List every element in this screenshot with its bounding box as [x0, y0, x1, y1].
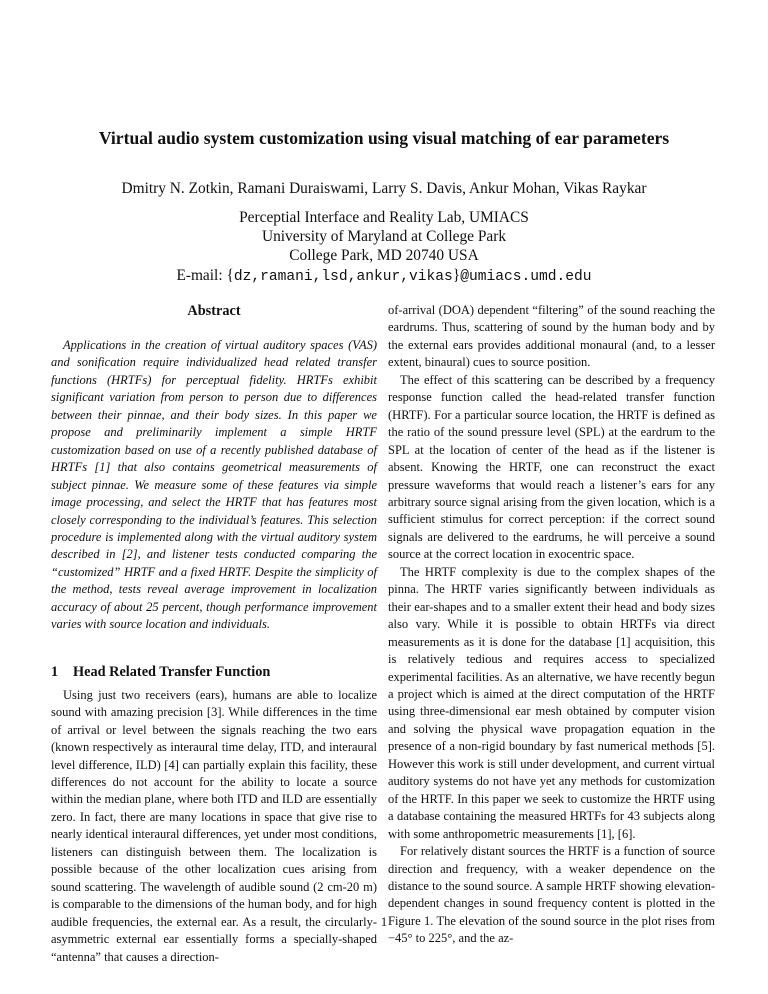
body-paragraph: Using just two receivers (ears), humans are able to localize sound with amazing precision [3]. While differences in the time of arrival or level between the signals reaching the two ears (known respectively as interaural time delay, ITD, and interaural level difference, ILD) [4] can partially explain this facility, these differences do not account for the ability to locate a source within the median plane, where both ITD and ILD are essentially zero. In fact, there are many locations in space that give rise to nearly identical interaural differences, yet under most conditions, listeners can distinguish between them. The localization is possible because of the other localization cues arising from sound scattering. The wavelength of audible sound (2 cm-20 m) is comparable to the dimensions of the human body, and for high audible frequencies, the external ear. As a result, the circularly-asymmetric external ear essentially forms a specially-shaped “antenna” that causes a direction-	[51, 687, 377, 964]
email-prefix: E-mail:	[176, 266, 227, 284]
abstract-heading: Abstract	[187, 303, 241, 319]
affiliation-block	[40, 208, 728, 287]
affiliation-university: University of Maryland at College Park	[261, 228, 507, 246]
email-brace-close: }	[452, 266, 461, 284]
author-list: Dmitry N. Zotkin, Ramani Duraiswami, Larry S. Davis, Ankur Mohan, Vikas Raykar	[121, 180, 647, 197]
left-column	[51, 302, 377, 966]
affiliation-lab: Perceptial Interface and Reality Lab, UMIACS	[239, 209, 529, 226]
affiliation-address: College Park, MD 20740 USA	[289, 247, 479, 265]
page-number: 1	[380, 915, 388, 929]
abstract-text: Applications in the creation of virtual auditory spaces (VAS) and sonification require individualized head related transfer functions (HRTFs) for perceptual fidelity. HRTFs exhibit significant variation from person to person due to differences between their pinnae, and their body sizes. In this paper we propose and preliminarily implement a simple HRTF customization based on use of a recently published database of HRTFs [1] that also contains geometrical measurements of subject pinnae. We measure some of these features via simple image processing, and select the HRTF that has features most closely corresponding to the individual’s features. This selection procedure is implemented along with the virtual auditory system described in [2], and listener tests conducted comparing the “customized” HRTF and a fixed HRTF. Despite the simplicity of the method, tests reveal average improvement in localization accuracy of about 25 percent, though performance improvement varies with source location and individuals.	[51, 338, 377, 632]
paper-title: Virtual audio system customization using visual matching of ear parameters	[98, 128, 670, 148]
section-title: Head Related Transfer Function	[73, 663, 271, 680]
body-paragraph: For relatively distant sources the HRTF is a function of source direction and frequency, with a weaker dependence on the distance to the sound source. A sample HRTF showing elevation-dependent changes in sound frequency content is plotted in the Figure 1. The elevation of the sound source in the plot rises from −45° to 225°, and the az-	[388, 844, 715, 946]
email-brace-open: {	[226, 266, 234, 284]
email-users: dz,ramani,lsd,ankur,vikas	[233, 268, 453, 285]
section-number: 1	[51, 663, 59, 680]
right-column	[388, 302, 715, 948]
email-line	[40, 266, 728, 287]
body-paragraph: The HRTF complexity is due to the complex shapes of the pinna. The HRTF varies significantly between individuals as their ear-shapes and to a smaller extent their head and body sizes also vary. While it is possible to obtain HRTFs via direct measurements as it is done for the database [1] acquisition, this is relatively tedious and requires access to specialized experimental facilities. As an alternative, we have recently begun a project which is aimed at the direct computation of the HRTF using three-dimensional ear mesh obtained by computer vision and solving the physical wave propagation equation in the presence of a non-rigid boundary by fast numerical methods [5]. However this work is still under development, and current virtual auditory systems do not have yet any methods for customization of the HRTF. In this paper we seek to customize the HRTF using a database containing the measured HRTFs for 43 subjects along with some anthropometric measurements [1], [6].	[388, 564, 716, 841]
email-domain: @umiacs.umd.edu	[460, 268, 592, 285]
section-heading	[51, 663, 377, 681]
body-paragraph: The effect of this scattering can be described by a frequency response function called the head-related transfer function (HRTF). For a particular source location, the HRTF is defined as the ratio of the sound pressure level (SPL) at the eardrum to the SPL at the location of center of the head as if the listener is absent. Knowing the HRTF, one can reconstruct the exact pressure waveforms that would reach a listener’s ears for any arbitrary source signal arising from the given location, which is a sufficient stimulus for correct perception: if the correct sound signals are delivered to the eardrums, he will perceive a sound source at the correct location in exocentric space.	[388, 372, 715, 562]
body-paragraph: of-arrival (DOA) dependent “filtering” of the sound reaching the eardrums. Thus, scattering of sound by the human body and by the external ears provides additional monaural (and, to a lesser extent, binaural) cues to source position.	[388, 303, 715, 370]
